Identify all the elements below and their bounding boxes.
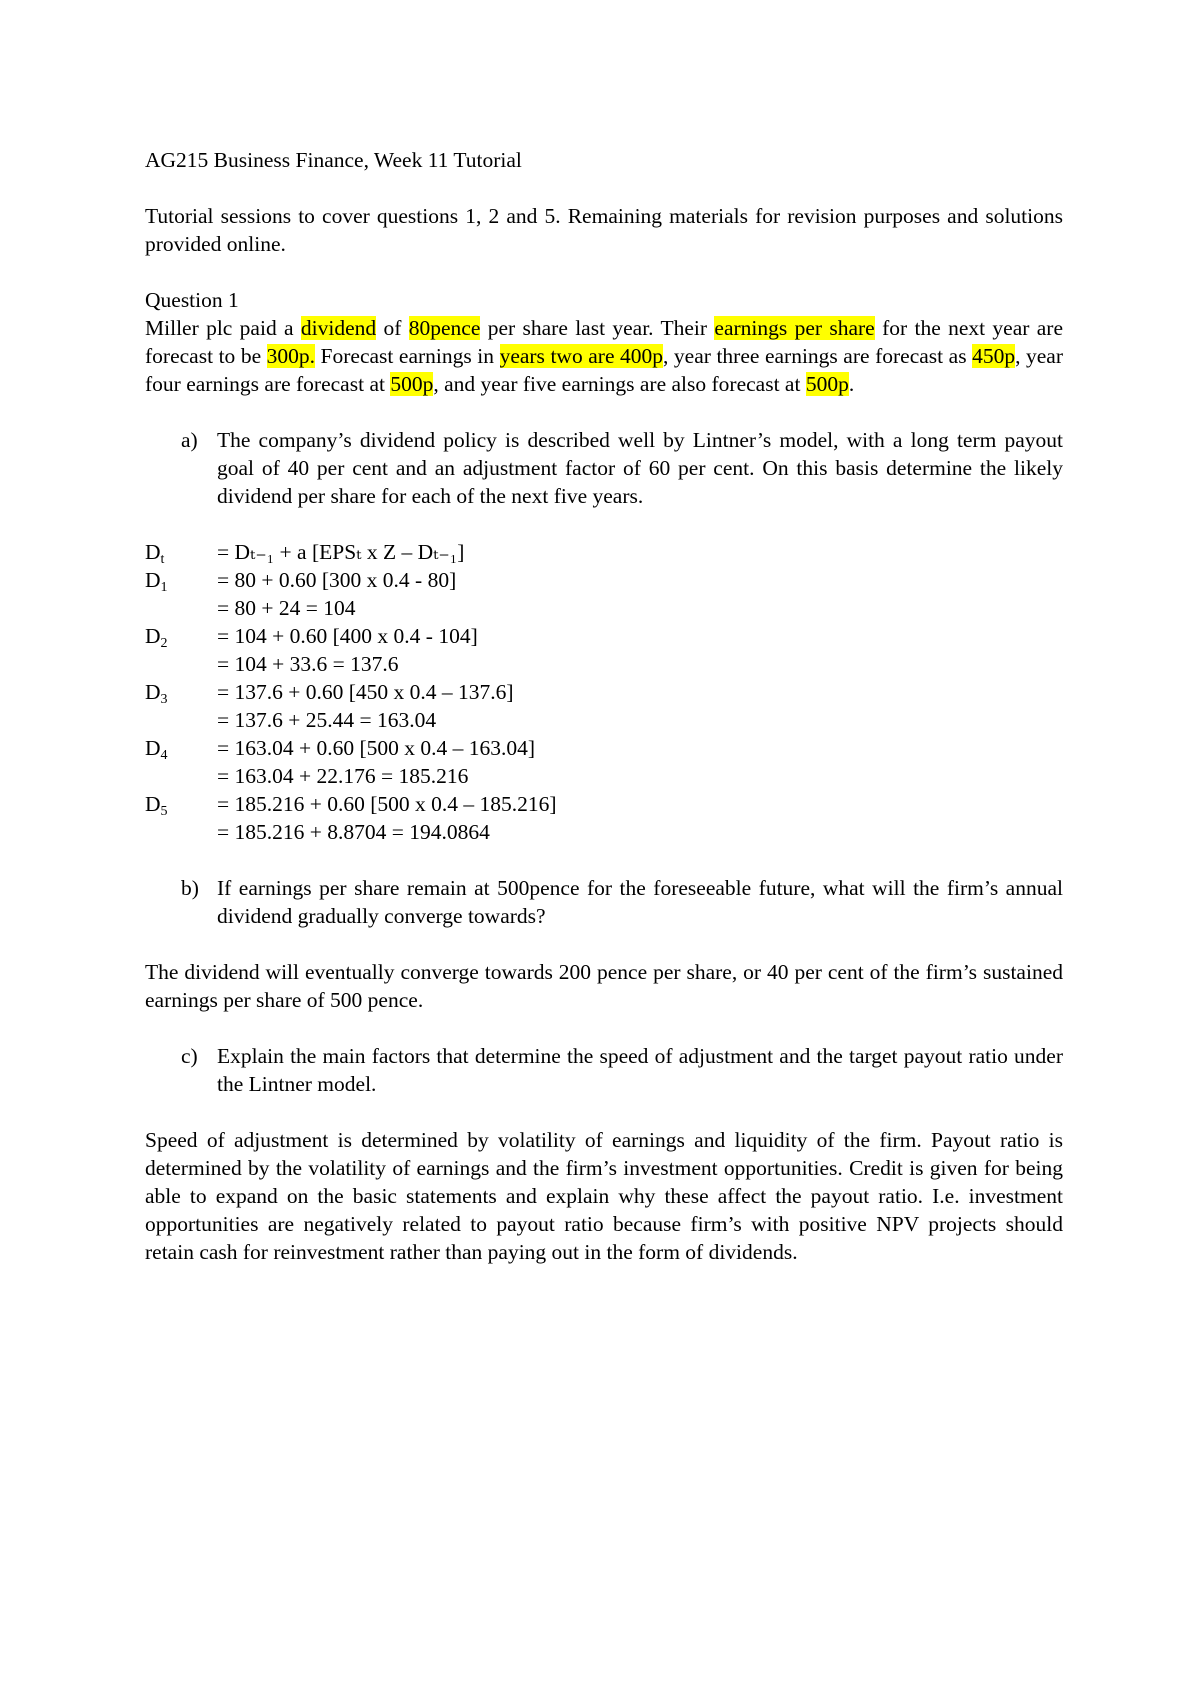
highlighted-text: 300p.: [266, 344, 316, 368]
question-heading: Question 1: [145, 288, 239, 312]
stem-text: for the next year are forecast to be: [145, 316, 1063, 368]
part-c-label: c): [181, 1044, 198, 1068]
stem-text: , year three earnings are forecast as: [663, 344, 973, 368]
part-b: [145, 874, 1063, 930]
answer-b: The dividend will eventually converge towards 200 pence per share, or 40 per cent of the firm’s sustained earnings per share of 500 pence.: [145, 960, 1063, 1012]
document-title: AG215 Business Finance, Week 11 Tutorial: [145, 148, 522, 172]
stem-text: .: [848, 372, 855, 396]
calc-variable: [145, 818, 217, 846]
calc-variable-symbol: D: [145, 540, 161, 564]
stem-text: Miller plc paid a: [145, 316, 301, 340]
calc-expression: = 137.6 + 0.60 [450 x 0.4 – 137.6]: [217, 680, 514, 704]
document-page: [145, 146, 1063, 1266]
calc-variable: [145, 762, 217, 790]
highlighted-text: 500p: [805, 372, 849, 396]
calc-expression: = Dₜ₋₁ + a [EPSₜ x Z – Dₜ₋₁]: [217, 540, 465, 564]
highlighted-text: 80pence: [408, 316, 481, 340]
calc-row: [145, 678, 745, 706]
calc-expression: = 163.04 + 0.60 [500 x 0.4 – 163.04]: [217, 736, 536, 760]
stem-text: per share last year. Their: [480, 316, 715, 340]
calc-variable-symbol: D: [145, 792, 161, 816]
stem-text: of: [376, 316, 409, 340]
calc-expression: = 104 + 0.60 [400 x 0.4 - 104]: [217, 624, 478, 648]
part-b-label: b): [181, 876, 199, 900]
calc-row: [145, 594, 745, 622]
question-stem: [145, 314, 1063, 398]
intro-paragraph: Tutorial sessions to cover questions 1, 2 and 5. Remaining materials for revision purposes and solutions provided online.: [145, 204, 1063, 256]
part-a: [145, 426, 1063, 510]
highlighted-text: years two are 400p: [499, 344, 664, 368]
stem-text: , year four earnings are forecast at: [145, 344, 1064, 396]
calc-expression: = 104 + 33.6 = 137.6: [217, 652, 399, 676]
calc-row: [145, 734, 745, 762]
calc-row: [145, 762, 745, 790]
calc-row: [145, 818, 745, 846]
calc-variable: [145, 650, 217, 678]
calc-row: [145, 650, 745, 678]
calc-variable-symbol: D: [145, 624, 161, 648]
stem-text: , and year five earnings are also forecast at: [433, 372, 806, 396]
part-a-text: The company’s dividend policy is described well by Lintner’s model, with a long term payout goal of 40 per cent and an adjustment factor of 60 per cent. On this basis determine the likely dividend per share for each of the next five years.: [217, 428, 1063, 508]
part-c-text: Explain the main factors that determine the speed of adjustment and the target payout ratio under the Lintner model.: [217, 1044, 1063, 1096]
calc-variable: [145, 538, 217, 566]
calc-expression: = 185.216 + 8.8704 = 194.0864: [217, 820, 490, 844]
answer-c: Speed of adjustment is determined by volatility of earnings and liquidity of the firm. Payout ratio is determined by the volatility of earnings and the firm’s investment opportunities. Credit is given for being able to expand on the basic statements and explain why these affect the payout ratio. I.e. investment opportunities are negatively related to payout ratio because firm’s with positive NPV projects should retain cash for reinvestment rather than paying out in the form of dividends.: [145, 1128, 1063, 1264]
highlighted-text: 500p: [390, 372, 434, 396]
calc-variable-symbol: D: [145, 736, 161, 760]
calc-row: [145, 706, 745, 734]
calc-variable: [145, 622, 217, 650]
calc-variable: [145, 706, 217, 734]
calc-variable-symbol: D: [145, 568, 161, 592]
part-c: [145, 1042, 1063, 1098]
calc-variable: [145, 734, 217, 762]
calc-expression: = 137.6 + 25.44 = 163.04: [217, 708, 437, 732]
dividend-calculation: [145, 538, 745, 846]
part-a-label: a): [181, 428, 198, 452]
calc-expression: = 80 + 0.60 [300 x 0.4 - 80]: [217, 568, 457, 592]
calc-variable: [145, 790, 217, 818]
calc-variable-subscript: 3: [160, 692, 168, 707]
calc-row: [145, 790, 745, 818]
calc-variable: [145, 678, 217, 706]
calc-variable-subscript: 1: [160, 580, 168, 595]
calc-row: [145, 538, 745, 566]
calc-row: [145, 566, 745, 594]
stem-text: Forecast earnings in: [315, 344, 500, 368]
calc-variable-subscript: t: [160, 552, 165, 567]
highlighted-text: dividend: [300, 316, 377, 340]
calc-variable: [145, 566, 217, 594]
calc-expression: = 80 + 24 = 104: [217, 596, 356, 620]
calc-variable-subscript: 5: [160, 804, 168, 819]
calc-expression: = 163.04 + 22.176 = 185.216: [217, 764, 469, 788]
calc-variable-subscript: 2: [160, 636, 168, 651]
highlighted-text: earnings per share: [714, 316, 875, 340]
highlighted-text: 450p: [972, 344, 1016, 368]
calc-variable-subscript: 4: [160, 748, 168, 763]
calc-variable-symbol: D: [145, 680, 161, 704]
part-b-text: If earnings per share remain at 500pence for the foreseeable future, what will the firm’s annual dividend gradually converge towards?: [217, 876, 1063, 928]
calc-row: [145, 622, 745, 650]
calc-expression: = 185.216 + 0.60 [500 x 0.4 – 185.216]: [217, 792, 557, 816]
calc-variable: [145, 594, 217, 622]
